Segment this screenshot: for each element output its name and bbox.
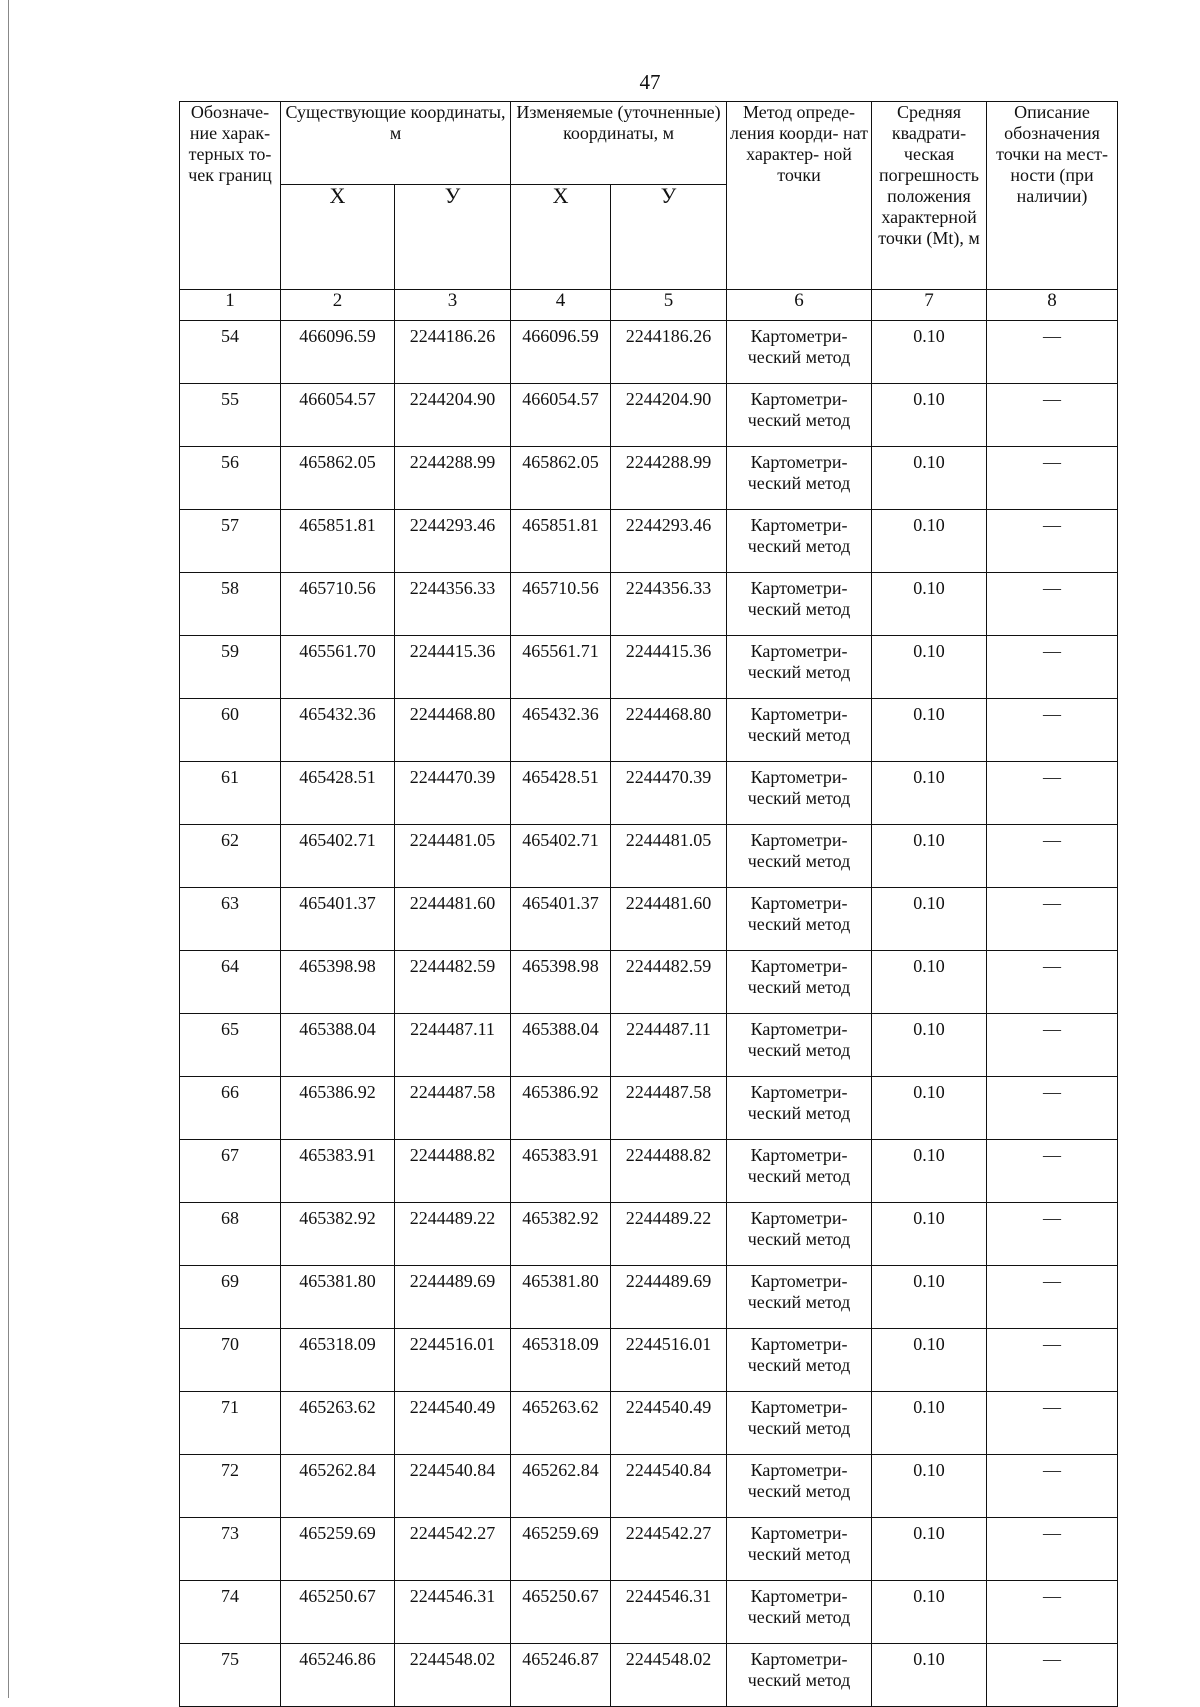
cell-existing-y: 2244548.02 bbox=[395, 1644, 511, 1707]
cell-changed-y: 2244487.58 bbox=[611, 1077, 727, 1140]
cell-existing-y: 2244481.60 bbox=[395, 888, 511, 951]
table-row bbox=[180, 510, 1118, 573]
cell-changed-y: 2244542.27 bbox=[611, 1518, 727, 1581]
table-row bbox=[180, 636, 1118, 699]
table-body bbox=[180, 321, 1118, 1707]
cell-changed-x: 465432.36 bbox=[511, 699, 611, 762]
cell-mean-square-error: 0.10 bbox=[872, 1455, 987, 1518]
cell-point-number: 62 bbox=[180, 825, 281, 888]
table-row bbox=[180, 1518, 1118, 1581]
cell-changed-x: 465318.09 bbox=[511, 1329, 611, 1392]
cell-mean-square-error: 0.10 bbox=[872, 699, 987, 762]
cell-changed-x: 465398.98 bbox=[511, 951, 611, 1014]
column-number-row bbox=[180, 290, 1118, 321]
cell-existing-x: 465246.86 bbox=[281, 1644, 395, 1707]
cell-mean-square-error: 0.10 bbox=[872, 1329, 987, 1392]
cell-description: — bbox=[987, 825, 1118, 888]
cell-changed-y: 2244356.33 bbox=[611, 573, 727, 636]
cell-point-number: 58 bbox=[180, 573, 281, 636]
cell-mean-square-error: 0.10 bbox=[872, 825, 987, 888]
cell-changed-y: 2244488.82 bbox=[611, 1140, 727, 1203]
table-row bbox=[180, 762, 1118, 825]
cell-existing-y: 2244542.27 bbox=[395, 1518, 511, 1581]
cell-point-number: 68 bbox=[180, 1203, 281, 1266]
cell-method: Картометри- ческий метод bbox=[727, 1392, 872, 1455]
cell-existing-y: 2244489.22 bbox=[395, 1203, 511, 1266]
cell-changed-x: 465250.67 bbox=[511, 1581, 611, 1644]
cell-point-number: 55 bbox=[180, 384, 281, 447]
table-row bbox=[180, 1392, 1118, 1455]
cell-changed-y: 2244548.02 bbox=[611, 1644, 727, 1707]
cell-method: Картометри- ческий метод bbox=[727, 636, 872, 699]
cell-description: — bbox=[987, 1455, 1118, 1518]
cell-mean-square-error: 0.10 bbox=[872, 1203, 987, 1266]
cell-existing-x: 465262.84 bbox=[281, 1455, 395, 1518]
header-changed-coordinates: Изменяемые (уточненные) координаты, м bbox=[511, 102, 727, 185]
column-number: 7 bbox=[872, 290, 987, 321]
cell-existing-x: 465382.92 bbox=[281, 1203, 395, 1266]
header-changed-x: X bbox=[511, 185, 611, 290]
cell-changed-y: 2244540.84 bbox=[611, 1455, 727, 1518]
cell-mean-square-error: 0.10 bbox=[872, 1644, 987, 1707]
cell-existing-x: 465388.04 bbox=[281, 1014, 395, 1077]
cell-description: — bbox=[987, 573, 1118, 636]
table-row bbox=[180, 888, 1118, 951]
cell-existing-x: 465851.81 bbox=[281, 510, 395, 573]
cell-point-number: 67 bbox=[180, 1140, 281, 1203]
cell-description: — bbox=[987, 636, 1118, 699]
cell-point-number: 57 bbox=[180, 510, 281, 573]
cell-existing-y: 2244540.49 bbox=[395, 1392, 511, 1455]
cell-changed-x: 465263.62 bbox=[511, 1392, 611, 1455]
header-method: Метод опреде- ления коорди- нат характер- ной точки bbox=[727, 102, 872, 290]
cell-method: Картометри- ческий метод bbox=[727, 1581, 872, 1644]
cell-mean-square-error: 0.10 bbox=[872, 321, 987, 384]
cell-point-number: 74 bbox=[180, 1581, 281, 1644]
cell-existing-y: 2244415.36 bbox=[395, 636, 511, 699]
table-row bbox=[180, 1077, 1118, 1140]
cell-existing-y: 2244487.58 bbox=[395, 1077, 511, 1140]
cell-point-number: 54 bbox=[180, 321, 281, 384]
column-number: 6 bbox=[727, 290, 872, 321]
cell-changed-y: 2244546.31 bbox=[611, 1581, 727, 1644]
cell-existing-x: 465386.92 bbox=[281, 1077, 395, 1140]
cell-method: Картометри- ческий метод bbox=[727, 699, 872, 762]
table-row bbox=[180, 1203, 1118, 1266]
cell-mean-square-error: 0.10 bbox=[872, 384, 987, 447]
cell-existing-x: 465263.62 bbox=[281, 1392, 395, 1455]
cell-description: — bbox=[987, 888, 1118, 951]
cell-changed-x: 465262.84 bbox=[511, 1455, 611, 1518]
header-description: Описание обозначения точки на мест- ности (при наличии) bbox=[987, 102, 1118, 290]
cell-changed-x: 465561.71 bbox=[511, 636, 611, 699]
cell-existing-x: 465428.51 bbox=[281, 762, 395, 825]
cell-method: Картометри- ческий метод bbox=[727, 1455, 872, 1518]
cell-description: — bbox=[987, 1518, 1118, 1581]
cell-changed-x: 465710.56 bbox=[511, 573, 611, 636]
cell-existing-x: 465398.98 bbox=[281, 951, 395, 1014]
cell-description: — bbox=[987, 321, 1118, 384]
cell-existing-y: 2244489.69 bbox=[395, 1266, 511, 1329]
header-existing-y: У bbox=[395, 185, 511, 290]
column-number: 8 bbox=[987, 290, 1118, 321]
cell-changed-y: 2244516.01 bbox=[611, 1329, 727, 1392]
cell-existing-y: 2244204.90 bbox=[395, 384, 511, 447]
cell-existing-x: 466096.59 bbox=[281, 321, 395, 384]
table-row bbox=[180, 951, 1118, 1014]
cell-changed-x: 465401.37 bbox=[511, 888, 611, 951]
cell-changed-y: 2244487.11 bbox=[611, 1014, 727, 1077]
cell-description: — bbox=[987, 1266, 1118, 1329]
cell-method: Картометри- ческий метод bbox=[727, 825, 872, 888]
cell-existing-y: 2244470.39 bbox=[395, 762, 511, 825]
table-row bbox=[180, 699, 1118, 762]
cell-point-number: 75 bbox=[180, 1644, 281, 1707]
cell-method: Картометри- ческий метод bbox=[727, 447, 872, 510]
cell-method: Картометри- ческий метод bbox=[727, 1077, 872, 1140]
cell-existing-y: 2244516.01 bbox=[395, 1329, 511, 1392]
cell-existing-y: 2244481.05 bbox=[395, 825, 511, 888]
cell-changed-y: 2244468.80 bbox=[611, 699, 727, 762]
cell-changed-y: 2244288.99 bbox=[611, 447, 727, 510]
cell-existing-y: 2244487.11 bbox=[395, 1014, 511, 1077]
cell-method: Картометри- ческий метод bbox=[727, 1203, 872, 1266]
cell-changed-x: 466054.57 bbox=[511, 384, 611, 447]
cell-mean-square-error: 0.10 bbox=[872, 1077, 987, 1140]
column-number: 1 bbox=[180, 290, 281, 321]
cell-existing-x: 466054.57 bbox=[281, 384, 395, 447]
cell-changed-x: 465402.71 bbox=[511, 825, 611, 888]
cell-changed-x: 465383.91 bbox=[511, 1140, 611, 1203]
header-point-designation: Обозначе- ние харак- терных то- чек границ bbox=[180, 102, 281, 290]
header-mean-square-error: Средняя квадрати- ческая погрешность положения характерной точки (Mt), м bbox=[872, 102, 987, 290]
cell-mean-square-error: 0.10 bbox=[872, 573, 987, 636]
cell-changed-x: 465259.69 bbox=[511, 1518, 611, 1581]
cell-changed-y: 2244481.60 bbox=[611, 888, 727, 951]
cell-changed-x: 465388.04 bbox=[511, 1014, 611, 1077]
table-row bbox=[180, 447, 1118, 510]
cell-description: — bbox=[987, 1581, 1118, 1644]
cell-changed-x: 465382.92 bbox=[511, 1203, 611, 1266]
cell-changed-y: 2244489.22 bbox=[611, 1203, 727, 1266]
cell-point-number: 70 bbox=[180, 1329, 281, 1392]
cell-mean-square-error: 0.10 bbox=[872, 1518, 987, 1581]
cell-point-number: 69 bbox=[180, 1266, 281, 1329]
cell-changed-y: 2244186.26 bbox=[611, 321, 727, 384]
cell-point-number: 72 bbox=[180, 1455, 281, 1518]
cell-changed-y: 2244293.46 bbox=[611, 510, 727, 573]
cell-method: Картометри- ческий метод bbox=[727, 888, 872, 951]
cell-method: Картометри- ческий метод bbox=[727, 510, 872, 573]
cell-existing-y: 2244186.26 bbox=[395, 321, 511, 384]
cell-point-number: 59 bbox=[180, 636, 281, 699]
cell-existing-x: 465401.37 bbox=[281, 888, 395, 951]
cell-existing-y: 2244540.84 bbox=[395, 1455, 511, 1518]
cell-existing-x: 465402.71 bbox=[281, 825, 395, 888]
table-row bbox=[180, 1455, 1118, 1518]
cell-point-number: 66 bbox=[180, 1077, 281, 1140]
coordinates-table bbox=[179, 101, 1118, 1707]
column-number: 2 bbox=[281, 290, 395, 321]
cell-existing-x: 465383.91 bbox=[281, 1140, 395, 1203]
cell-changed-x: 465246.87 bbox=[511, 1644, 611, 1707]
cell-mean-square-error: 0.10 bbox=[872, 888, 987, 951]
page-edge bbox=[8, 0, 9, 1698]
cell-mean-square-error: 0.10 bbox=[872, 1581, 987, 1644]
cell-changed-y: 2244470.39 bbox=[611, 762, 727, 825]
cell-description: — bbox=[987, 1329, 1118, 1392]
table-row bbox=[180, 1644, 1118, 1707]
cell-existing-x: 465561.70 bbox=[281, 636, 395, 699]
cell-changed-x: 465862.05 bbox=[511, 447, 611, 510]
cell-description: — bbox=[987, 1014, 1118, 1077]
table-row bbox=[180, 1329, 1118, 1392]
cell-point-number: 65 bbox=[180, 1014, 281, 1077]
cell-point-number: 63 bbox=[180, 888, 281, 951]
page-number: 47 bbox=[639, 70, 661, 94]
cell-description: — bbox=[987, 447, 1118, 510]
cell-method: Картометри- ческий метод bbox=[727, 1266, 872, 1329]
cell-method: Картометри- ческий метод bbox=[727, 1329, 872, 1392]
cell-changed-y: 2244540.49 bbox=[611, 1392, 727, 1455]
cell-changed-x: 465386.92 bbox=[511, 1077, 611, 1140]
cell-existing-y: 2244356.33 bbox=[395, 573, 511, 636]
cell-changed-y: 2244415.36 bbox=[611, 636, 727, 699]
table-row bbox=[180, 1581, 1118, 1644]
cell-description: — bbox=[987, 384, 1118, 447]
table-row bbox=[180, 573, 1118, 636]
cell-description: — bbox=[987, 1392, 1118, 1455]
table-row bbox=[180, 384, 1118, 447]
cell-changed-x: 465381.80 bbox=[511, 1266, 611, 1329]
cell-existing-x: 465710.56 bbox=[281, 573, 395, 636]
cell-method: Картометри- ческий метод bbox=[727, 573, 872, 636]
column-number: 5 bbox=[611, 290, 727, 321]
cell-existing-y: 2244293.46 bbox=[395, 510, 511, 573]
header-changed-y: У bbox=[611, 185, 727, 290]
cell-existing-x: 465259.69 bbox=[281, 1518, 395, 1581]
cell-changed-y: 2244481.05 bbox=[611, 825, 727, 888]
cell-changed-y: 2244204.90 bbox=[611, 384, 727, 447]
cell-existing-y: 2244488.82 bbox=[395, 1140, 511, 1203]
cell-description: — bbox=[987, 699, 1118, 762]
cell-changed-y: 2244489.69 bbox=[611, 1266, 727, 1329]
table-row bbox=[180, 825, 1118, 888]
cell-mean-square-error: 0.10 bbox=[872, 510, 987, 573]
cell-existing-x: 465862.05 bbox=[281, 447, 395, 510]
cell-method: Картометри- ческий метод bbox=[727, 384, 872, 447]
cell-mean-square-error: 0.10 bbox=[872, 1014, 987, 1077]
cell-changed-y: 2244482.59 bbox=[611, 951, 727, 1014]
cell-changed-x: 466096.59 bbox=[511, 321, 611, 384]
cell-point-number: 73 bbox=[180, 1518, 281, 1581]
cell-description: — bbox=[987, 951, 1118, 1014]
cell-mean-square-error: 0.10 bbox=[872, 951, 987, 1014]
table-row bbox=[180, 321, 1118, 384]
cell-point-number: 71 bbox=[180, 1392, 281, 1455]
cell-method: Картометри- ческий метод bbox=[727, 951, 872, 1014]
cell-mean-square-error: 0.10 bbox=[872, 762, 987, 825]
cell-existing-y: 2244482.59 bbox=[395, 951, 511, 1014]
cell-existing-y: 2244468.80 bbox=[395, 699, 511, 762]
cell-description: — bbox=[987, 1140, 1118, 1203]
cell-method: Картометри- ческий метод bbox=[727, 321, 872, 384]
column-number: 3 bbox=[395, 290, 511, 321]
header-existing-coordinates: Существующие координаты, м bbox=[281, 102, 511, 185]
cell-existing-x: 465318.09 bbox=[281, 1329, 395, 1392]
cell-existing-y: 2244288.99 bbox=[395, 447, 511, 510]
cell-point-number: 60 bbox=[180, 699, 281, 762]
cell-point-number: 61 bbox=[180, 762, 281, 825]
header-existing-x: X bbox=[281, 185, 395, 290]
cell-method: Картометри- ческий метод bbox=[727, 1518, 872, 1581]
cell-point-number: 56 bbox=[180, 447, 281, 510]
cell-changed-x: 465851.81 bbox=[511, 510, 611, 573]
cell-method: Картометри- ческий метод bbox=[727, 762, 872, 825]
cell-method: Картометри- ческий метод bbox=[727, 1014, 872, 1077]
cell-method: Картометри- ческий метод bbox=[727, 1140, 872, 1203]
cell-description: — bbox=[987, 510, 1118, 573]
cell-method: Картометри- ческий метод bbox=[727, 1644, 872, 1707]
cell-point-number: 64 bbox=[180, 951, 281, 1014]
cell-description: — bbox=[987, 762, 1118, 825]
cell-mean-square-error: 0.10 bbox=[872, 1266, 987, 1329]
cell-description: — bbox=[987, 1077, 1118, 1140]
cell-changed-x: 465428.51 bbox=[511, 762, 611, 825]
table-row bbox=[180, 1266, 1118, 1329]
cell-mean-square-error: 0.10 bbox=[872, 1140, 987, 1203]
cell-mean-square-error: 0.10 bbox=[872, 1392, 987, 1455]
cell-existing-x: 465250.67 bbox=[281, 1581, 395, 1644]
cell-existing-x: 465432.36 bbox=[281, 699, 395, 762]
table-row bbox=[180, 1140, 1118, 1203]
cell-description: — bbox=[987, 1203, 1118, 1266]
cell-existing-x: 465381.80 bbox=[281, 1266, 395, 1329]
cell-existing-y: 2244546.31 bbox=[395, 1581, 511, 1644]
column-number: 4 bbox=[511, 290, 611, 321]
table-row bbox=[180, 1014, 1118, 1077]
cell-mean-square-error: 0.10 bbox=[872, 447, 987, 510]
cell-description: — bbox=[987, 1644, 1118, 1707]
cell-mean-square-error: 0.10 bbox=[872, 636, 987, 699]
